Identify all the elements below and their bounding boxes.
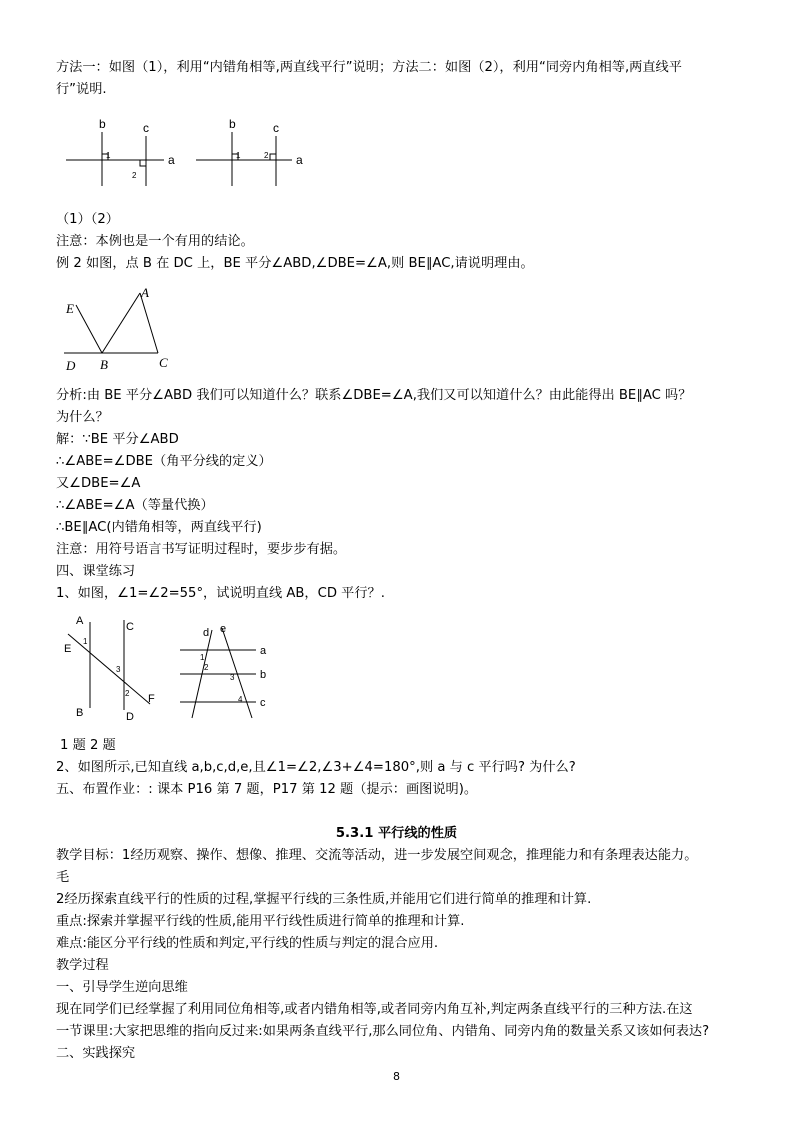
figure-2 [196, 118, 326, 198]
solution-line-5: ∴BE∥AC(内错角相等，两直线平行) [56, 520, 262, 535]
teaching-goal-2: 2经历探索直线平行的性质的过程,掌握平行线的三条性质,并能用它们进行简单的推理和计算. [56, 892, 592, 907]
line-e [222, 628, 252, 718]
exercise-2: 2、如图所示,已知直线 a,b,c,d,e,且∠1=∠2,∠3+∠4=180°,则 a 与 c 平行吗? 为什么? [56, 760, 576, 775]
figure-captions: （1）（2） [56, 212, 119, 227]
angle-2-label: 2 [125, 689, 130, 698]
note-1: 注意：本例也是一个有用的结论。 [56, 234, 254, 249]
difficulty-point: 难点:能区分平行线的性质和判定,平行线的性质与判定的混合应用. [56, 936, 439, 951]
angle-1-label: 1 [106, 151, 111, 160]
point-B: B [76, 707, 84, 719]
analysis-line-1: 分析:由 BE 平分∠ABD 我们可以知道什么？联系∠DBE=∠A,我们又可以知道什么？由此能得出 BE∥AC 吗？ [56, 388, 692, 403]
solution-line-1: 解：∵BE 平分∠ABD [56, 432, 179, 447]
point-C: C [126, 621, 134, 633]
point-F: F [148, 693, 155, 705]
solution-line-2: ∴∠ABE=∠DBE（角平分线的定义） [56, 454, 272, 469]
teaching-process: 教学过程 [56, 958, 109, 973]
point-E: E [64, 643, 72, 655]
text-method-line-2: 行”说明. [56, 82, 107, 97]
page-number: 8 [393, 1070, 400, 1083]
example-2: 例 2 如图，点 B 在 DC 上，BE 平分∠ABD,∠DBE=∠A,则 BE∥AC,请说明理由。 [56, 256, 534, 271]
point-D: D [126, 711, 134, 723]
example-figure [56, 285, 196, 375]
angle-2-label: 2 [204, 663, 209, 672]
point-A: A [141, 285, 149, 300]
point-D: D [66, 358, 76, 373]
solution-line-3: 又∠DBE=∠A [56, 476, 141, 491]
step-2-title: 二、实践探究 [56, 1046, 136, 1061]
label-b: b [260, 669, 267, 681]
exercise-1-figure [60, 612, 170, 722]
section-4-title: 四、课堂练习 [56, 564, 136, 579]
point-A: A [76, 615, 84, 627]
exercise-2-figure [176, 616, 296, 726]
exercise-1: 1、如图，∠1=∠2=55°，试说明直线 AB，CD 平行？. [56, 586, 385, 601]
label-a: a [296, 153, 303, 167]
point-B: B [100, 357, 108, 372]
right-angle-mark-2 [270, 154, 276, 160]
exercise-figure-captions: 1 题 2 题 [60, 738, 116, 753]
section-heading: 5.3.1 平行线的性质 [335, 826, 458, 841]
point-C: C [159, 355, 168, 370]
teaching-goal-1-continued: 毛 [56, 870, 70, 885]
step-1-title: 一、引导学生逆向思维 [56, 980, 188, 995]
segment-BA [102, 293, 140, 353]
angle-3-label: 3 [230, 673, 235, 682]
segment-EB [76, 305, 102, 353]
label-c: c [273, 121, 279, 135]
note-2: 注意：用符号语言书写证明过程时，要步步有据。 [56, 542, 347, 557]
figure-1 [66, 118, 196, 198]
angle-1-label: 1 [83, 637, 88, 646]
paragraph-line-1: 现在同学们已经掌握了利用同位角相等,或者内错角相等,或者同旁内角互补,判定两条直线平行的三种方法.在这 [56, 1002, 693, 1017]
point-E: E [66, 301, 74, 316]
paragraph-line-2: 一节课里:大家把思维的指向反过来:如果两条直线平行,那么同位角、内错角、同旁内角的数量关系又该如何表达? [56, 1024, 710, 1039]
analysis-line-2: 为什么？ [56, 410, 109, 425]
line-EF [68, 634, 150, 704]
angle-1-label: 1 [200, 653, 205, 662]
angle-2-label: 2 [264, 151, 269, 160]
angle-2-label: 2 [132, 171, 137, 180]
label-a: a [168, 153, 175, 167]
angle-4-label: 4 [238, 695, 243, 704]
angle-3-label: 3 [116, 665, 121, 674]
key-point: 重点:探索并掌握平行线的性质,能用平行线性质进行简单的推理和计算. [56, 914, 465, 929]
label-d: d [203, 627, 210, 639]
right-angle-mark-2 [140, 160, 146, 166]
label-e: e [220, 623, 227, 635]
angle-1-label: 1 [236, 151, 241, 160]
label-c: c [260, 697, 266, 709]
label-b: b [229, 117, 236, 131]
segment-AC [140, 293, 158, 353]
label-b: b [99, 117, 106, 131]
section-5-homework: 五、布置作业：: 课本 P16 第 7 题，P17 第 12 题（提示：画图说明)。 [56, 782, 478, 797]
teaching-goal-1: 教学目标：1经历观察、操作、想像、推理、交流等活动，进一步发展空间观念，推理能力和有条理表达能力。 [56, 848, 698, 863]
label-c: c [143, 121, 149, 135]
text-method-line-1: 方法一：如图（1），利用“内错角相等,两直线平行”说明；方法二：如图（2），利用“同旁内角相等,两直线平 [56, 60, 682, 75]
solution-line-4: ∴∠ABE=∠A（等量代换） [56, 498, 214, 513]
label-a: a [260, 645, 267, 657]
